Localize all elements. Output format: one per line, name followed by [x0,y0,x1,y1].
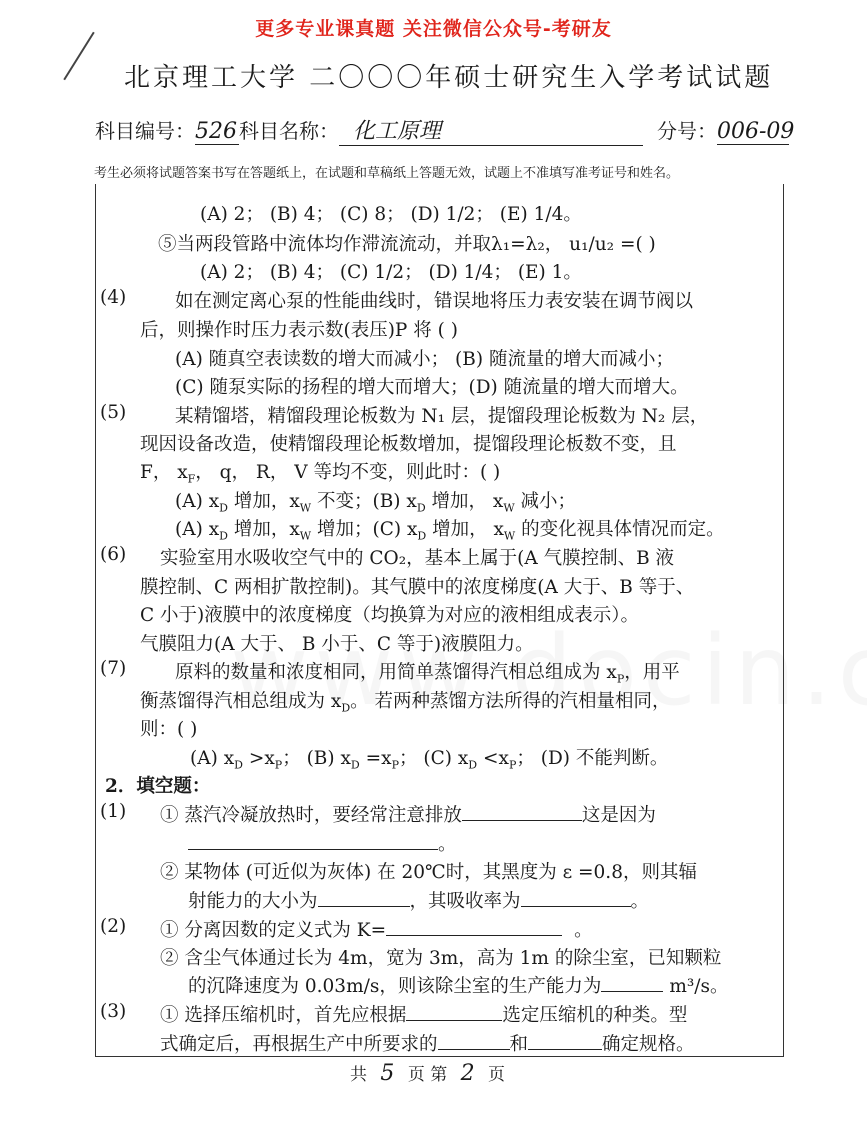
q7-options: (A) $x_D >x_P$； (B) $x_D =x_P$； (C) $x_D <x_P$； (D) 不能判断。 [190,748,669,772]
footer-page-label: 页 第 [407,1065,448,1085]
q4-stem-2: 后，则操作时压力表示数(表压)P 将 ( ) [140,320,458,341]
q5-options-2: (A) $x_D$ 增加，$x_W$ 增加；(C) $x_D$ 增加， $x_W$ 的变化视具体情况而定。 [175,519,725,543]
q4-options-2: (C) 随泵实际的扬程的增大而增大；(D) 随流量的增大而增大。 [175,377,689,398]
f3-item-1-end: 确定规格。 [602,1034,695,1055]
subject-code-label: 科目编号： [95,119,195,143]
footer-page-end: 页 [488,1065,506,1085]
q4-number: (4) [100,287,127,308]
f2-item-1 [160,916,593,942]
subject-name-label: 科目名称： [239,119,339,143]
f1-item-1-cont [188,830,457,856]
blank[interactable] [318,888,410,907]
footer-current-page: 2 [460,1061,475,1086]
f2-item-1-end: 。 [574,920,593,941]
q6-stem-2: 膜控制、C 两相扩散控制)。其气膜中的浓度梯度(A 大于、B 等于、 [140,577,695,598]
f1-item-1-tail: 这是因为 [581,805,656,826]
blank[interactable] [188,831,438,850]
page-footer [350,1060,505,1086]
footer-total-label: 共 [350,1065,367,1085]
q6-stem-1: 实验室用水吸收空气中的 CO₂，基本上属于(A 气膜控制、B 液 [160,548,675,569]
blank[interactable] [528,1031,602,1050]
q7-stem-3: 则：( ) [140,719,198,740]
q7-stem-2: 衡蒸馏得汽相总组成为 $x_D$。 若两种蒸馏方法所得的汽相量相同， [140,691,671,715]
q5-stem-2: 现因设备改造，使精馏段理论板数增加，提馏段理论板数不变，且 [140,434,677,455]
subject-code: 526 [195,119,237,144]
footer-total-pages: 5 [380,1061,395,1086]
f2-item-2-cont [188,972,729,998]
exam-notice: 考生必须将试题答案书写在答题纸上，在试题和草稿纸上答题无效，试题上不准填写准考证号和姓名。 [94,166,680,181]
f3-item-1-text: ① 选择压缩机时，首先应根据 [160,1005,407,1026]
f3-item-1-and: 和 [509,1034,529,1055]
subject-name: 化工原理 [339,114,643,146]
q6-number: (6) [100,544,127,565]
f2-item-2-text: 的沉降速度为 0.03m/s，则该除尘室的生产能力为 [188,976,602,997]
q3-4-options: (A) 2； (B) 4； (C) 8； (D) 1/2； (E) 1/4。 [200,204,582,225]
f2-item-2: ② 含尘气体通过长为 4m，宽为 3m，高为 1m 的除尘室，已知颗粒 [160,948,722,969]
f3-item-1-tail: 选定压缩机的种类。型 [502,1005,688,1026]
page-code-label: 分号： [657,119,717,143]
f3-number: (3) [100,1001,127,1022]
q7-stem-1: 原料的数量和浓度相同，用简单蒸馏得汽相总组成为 $x_P$，用平 [175,662,680,686]
section-2-heading: 2．填空题： [105,776,211,797]
f3-item-1-text-b: 式确定后，再根据生产中所要求的 [160,1034,438,1055]
f1-item-2-end: 。 [630,891,650,912]
page-code: 006-09 [717,119,795,144]
f2-number: (2) [100,916,127,937]
q3-5-stem: ⑤当两段管路中流体均作滞流流动，并取λ₁=λ₂， u₁/u₂ =( ) [158,234,656,255]
q3-5-options: (A) 2； (B) 4； (C) 1/2； (D) 1/4； (E) 1。 [200,262,582,283]
f1-item-2: ② 某物体 (可近似为灰体) 在 20℃时，其黑度为 ε =0.8，则其辐 [160,862,697,883]
q5-stem-3: F， $x_F$， q， R， V 等均不变，则此时：( ) [140,462,501,486]
blank[interactable] [521,888,631,907]
f1-item-1-end: 。 [438,834,457,855]
f1-item-2-cont [188,887,649,913]
f3-item-1-cont [160,1030,695,1056]
blank[interactable] [462,802,582,821]
f1-item-1-text: ① 蒸汽冷凝放热时，要经常注意排放 [160,805,462,826]
q6-stem-4: 气膜阻力(A 大于、 B 小于、C 等于)液膜阻力。 [140,634,534,655]
f1-item-2-text-b: ，其吸收率为 [409,891,521,912]
q5-stem-1: 某精馏塔，精馏段理论板数为 N₁ 层，提馏段理论板数为 N₂ 层， [175,406,709,427]
f1-number: (1) [100,801,127,822]
f1-item-1 [160,801,656,827]
exam-title: 北京理工大学 二〇〇〇年硕士研究生入学考试试题 [124,63,774,93]
exam-info-row [95,114,795,146]
f2-item-1-text: ① 分离因数的定义式为 K= [160,920,387,941]
f1-item-2-text-a: 射能力的大小为 [188,891,318,912]
q7-number: (7) [100,658,127,679]
q4-stem-1: 如在测定离心泵的性能曲线时，错误地将压力表安装在调节阀以 [175,291,694,312]
promo-banner: 更多专业课真题 关注微信公众号-考研友 [255,18,612,40]
q6-stem-3: C 小于)液膜中的浓度梯度（均换算为对应的液相组成表示）。 [140,605,640,626]
q4-options-1: (A) 随真空表读数的增大而减小； (B) 随流量的增大而减小； [175,349,674,370]
f3-item-1 [160,1001,687,1027]
blank[interactable] [386,917,562,936]
f2-item-2-unit: m³/s。 [669,976,729,997]
q5-number: (5) [100,402,127,423]
blank[interactable] [406,1002,502,1021]
blank[interactable] [601,973,663,992]
q5-options-1: (A) $x_D$ 增加，$x_W$ 不变；(B) $x_D$ 增加， $x_W$ 减小； [175,491,577,515]
blank[interactable] [438,1031,510,1050]
